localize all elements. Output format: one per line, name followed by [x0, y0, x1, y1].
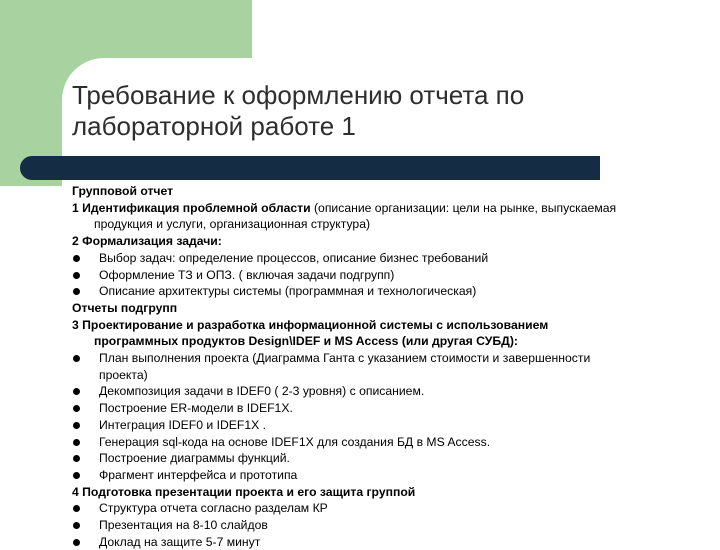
bullet-icon [73, 455, 80, 462]
bullet-icon [73, 405, 80, 412]
section-1-title: Идентификация проблемной области [82, 200, 311, 215]
list-item: Построение ER-модели в IDEF1X. [72, 400, 712, 417]
bullet-icon [73, 439, 80, 446]
bullet-icon [73, 422, 80, 429]
slide-title [72, 80, 692, 142]
bullet-icon [73, 388, 80, 395]
section-4-title: 4 Подготовка презентации проекта и его защита группой [72, 484, 416, 499]
section-3-title: 3 Проектирование и разработка информационной системы с использованием [72, 317, 549, 332]
list-item: Интеграция IDEF0 и IDEF1X . [72, 417, 712, 434]
slide-content [72, 183, 712, 550]
title-line-1: Требование к оформлению отчета по [72, 80, 525, 110]
section-3-title-cont: программных продуктов Design\IDEF и MS Access (или другая СУБД): [94, 334, 518, 349]
bullet-icon [73, 522, 80, 529]
section-1-number: 1 [72, 200, 83, 215]
bullet-icon [73, 288, 80, 295]
list-item: Фрагмент интерфейса и прототипа [72, 467, 712, 484]
list-item: Генерация sql-кода на основе IDEF1X для создания БД в MS Access. [72, 434, 712, 451]
bullet-icon [73, 272, 80, 279]
group-report-heading: Групповой отчет [72, 184, 174, 198]
section-1-desc-cont: продукция и услуги, организационная структура) [94, 217, 371, 232]
list-item: Оформление ТЗ и ОПЗ. ( включая задачи подгрупп) [72, 267, 712, 284]
list-item: Доклад на защите 5-7 минут [72, 534, 712, 550]
list-item: Описание архитектуры системы (программная и технологическая) [72, 283, 712, 300]
bullet-icon [73, 355, 80, 362]
list-item: Построение диаграммы функций. [72, 450, 712, 467]
list-item-cont: проекта) [99, 367, 148, 382]
list-item: Декомпозиция задачи в IDEF0 ( 2-3 уровня) с описанием. [72, 383, 712, 400]
title-line-2: лабораторной работе 1 [72, 111, 356, 141]
bullet-icon [73, 505, 80, 512]
list-item: Структура отчета согласно разделам КР [72, 500, 712, 517]
bullet-icon [73, 472, 80, 479]
bullet-icon [73, 255, 80, 262]
section-2-title: 2 Формализация задачи: [72, 234, 222, 249]
title-divider-bar [20, 156, 600, 180]
list-item: Презентация на 8-10 слайдов [72, 517, 712, 534]
section-1 [72, 200, 712, 217]
section-1-desc: (описание организации: цели на рынке, выпускаемая [310, 200, 617, 215]
list-item: План выполнения проекта (Диаграмма Ганта с указанием стоимости и завершенности [72, 350, 712, 367]
subgroup-reports-heading: Отчеты подгрупп [72, 300, 178, 315]
list-item: Выбор задач: определение процессов, описание бизнес требований [72, 250, 712, 267]
